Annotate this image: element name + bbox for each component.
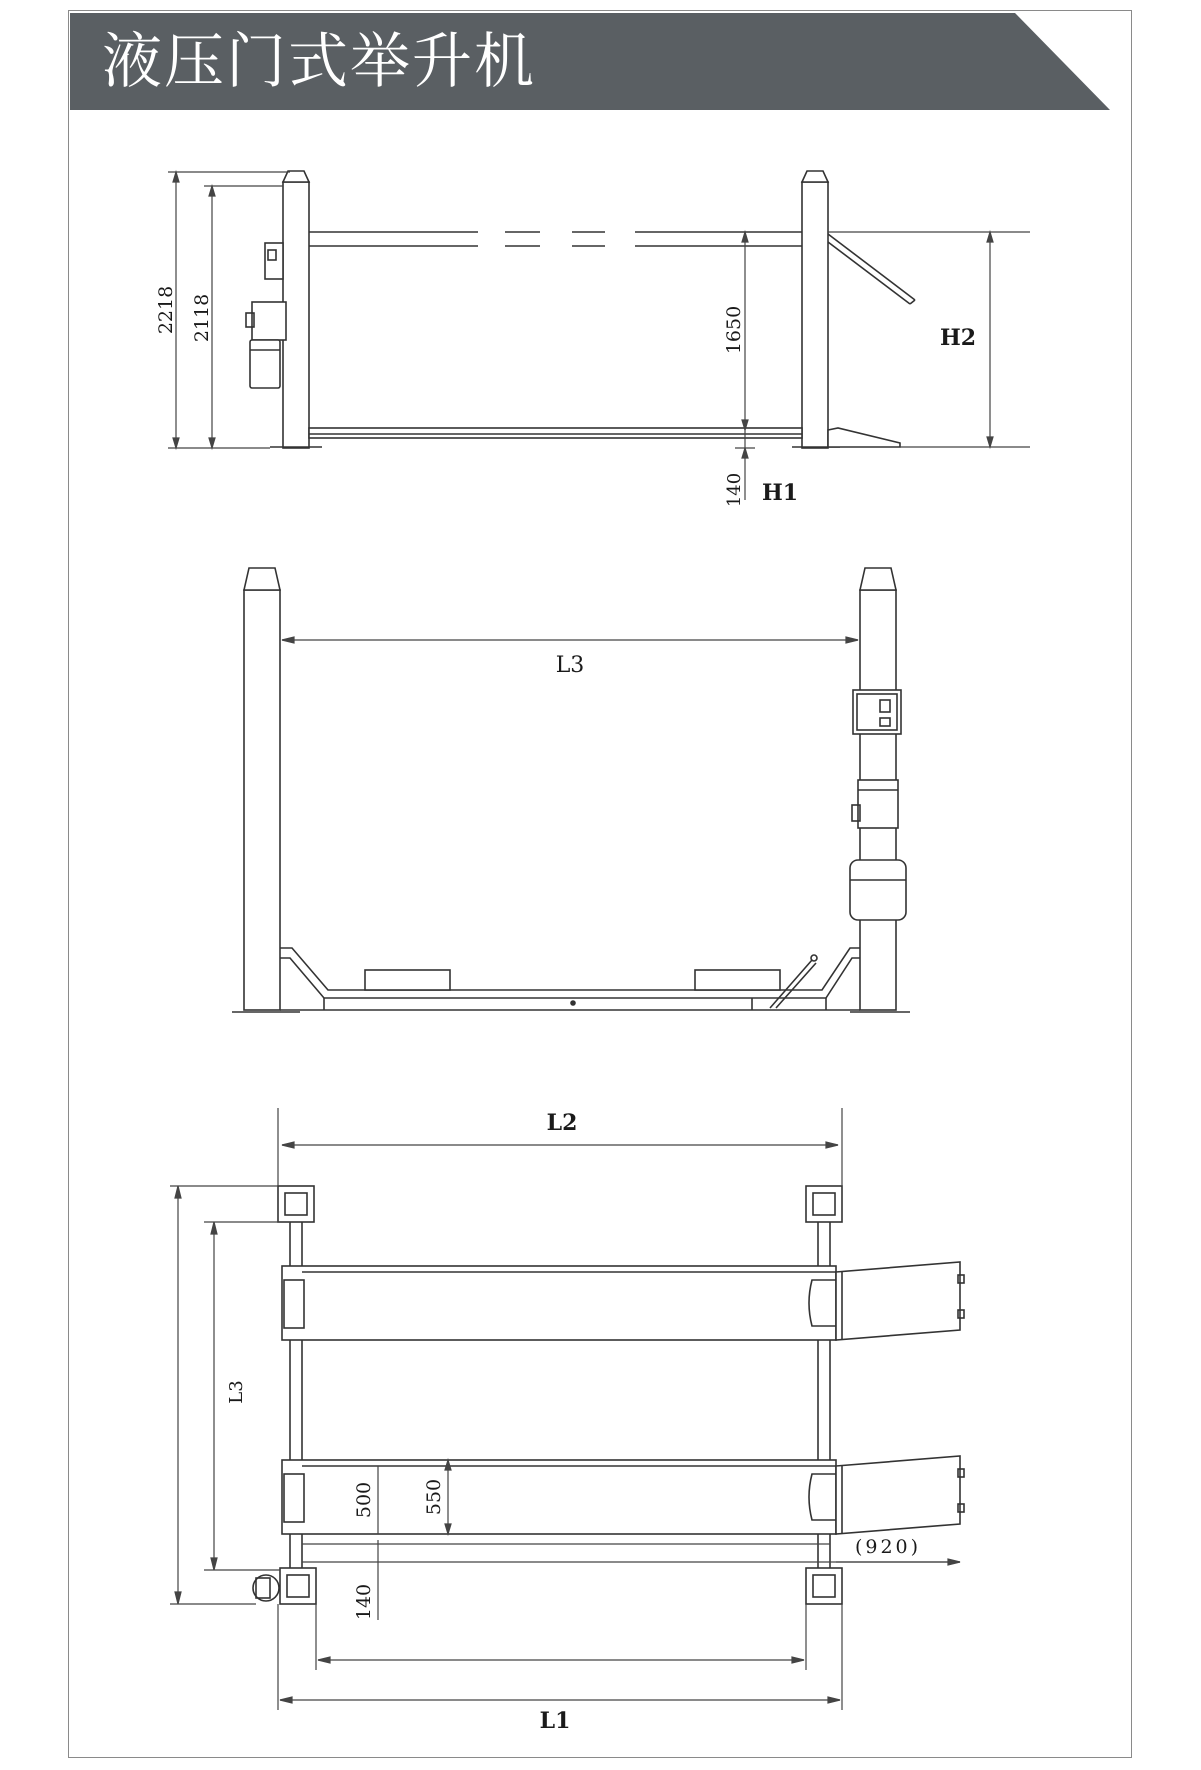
- side-view: [155, 171, 1030, 507]
- label-l1: L1: [539, 1708, 571, 1734]
- top-view: [170, 1108, 964, 1734]
- dim-total-height-label: 2218: [155, 285, 177, 335]
- top-column-base-br: [806, 1568, 842, 1604]
- top-column-base-bl: [253, 1568, 316, 1604]
- dim-platform-height-label: 140: [724, 472, 745, 508]
- front-runway: [280, 948, 860, 1010]
- label-l3-front: L3: [555, 653, 585, 678]
- label-h1: H1: [762, 480, 799, 506]
- label-h2: H2: [940, 325, 977, 351]
- label-l2: L2: [546, 1110, 578, 1136]
- top-column-base-tl: [278, 1186, 314, 1222]
- dim-ramp-length-label: (920): [854, 1536, 922, 1558]
- front-dimensions: [282, 637, 858, 643]
- front-left-column: [232, 568, 300, 1012]
- front-view: [232, 568, 910, 1012]
- top-column-base-tr: [806, 1186, 842, 1222]
- dim-column-height-label: 2118: [191, 293, 213, 343]
- dim-runway-width-label: 550: [423, 1478, 445, 1516]
- dim-lift-travel-label: 1650: [723, 305, 745, 355]
- side-hydraulic-pump: [246, 243, 286, 388]
- dim-runway-inner-label: 500: [353, 1481, 375, 1519]
- top-runway-upper: [282, 1262, 964, 1340]
- top-runway-lower: [282, 1456, 964, 1534]
- page-title: 液压门式举升机: [102, 27, 536, 97]
- dim-offset-label: 140: [353, 1583, 375, 1621]
- label-l3-top: L3: [226, 1380, 247, 1404]
- side-right-column: [792, 171, 840, 448]
- front-right-column: [850, 568, 910, 1012]
